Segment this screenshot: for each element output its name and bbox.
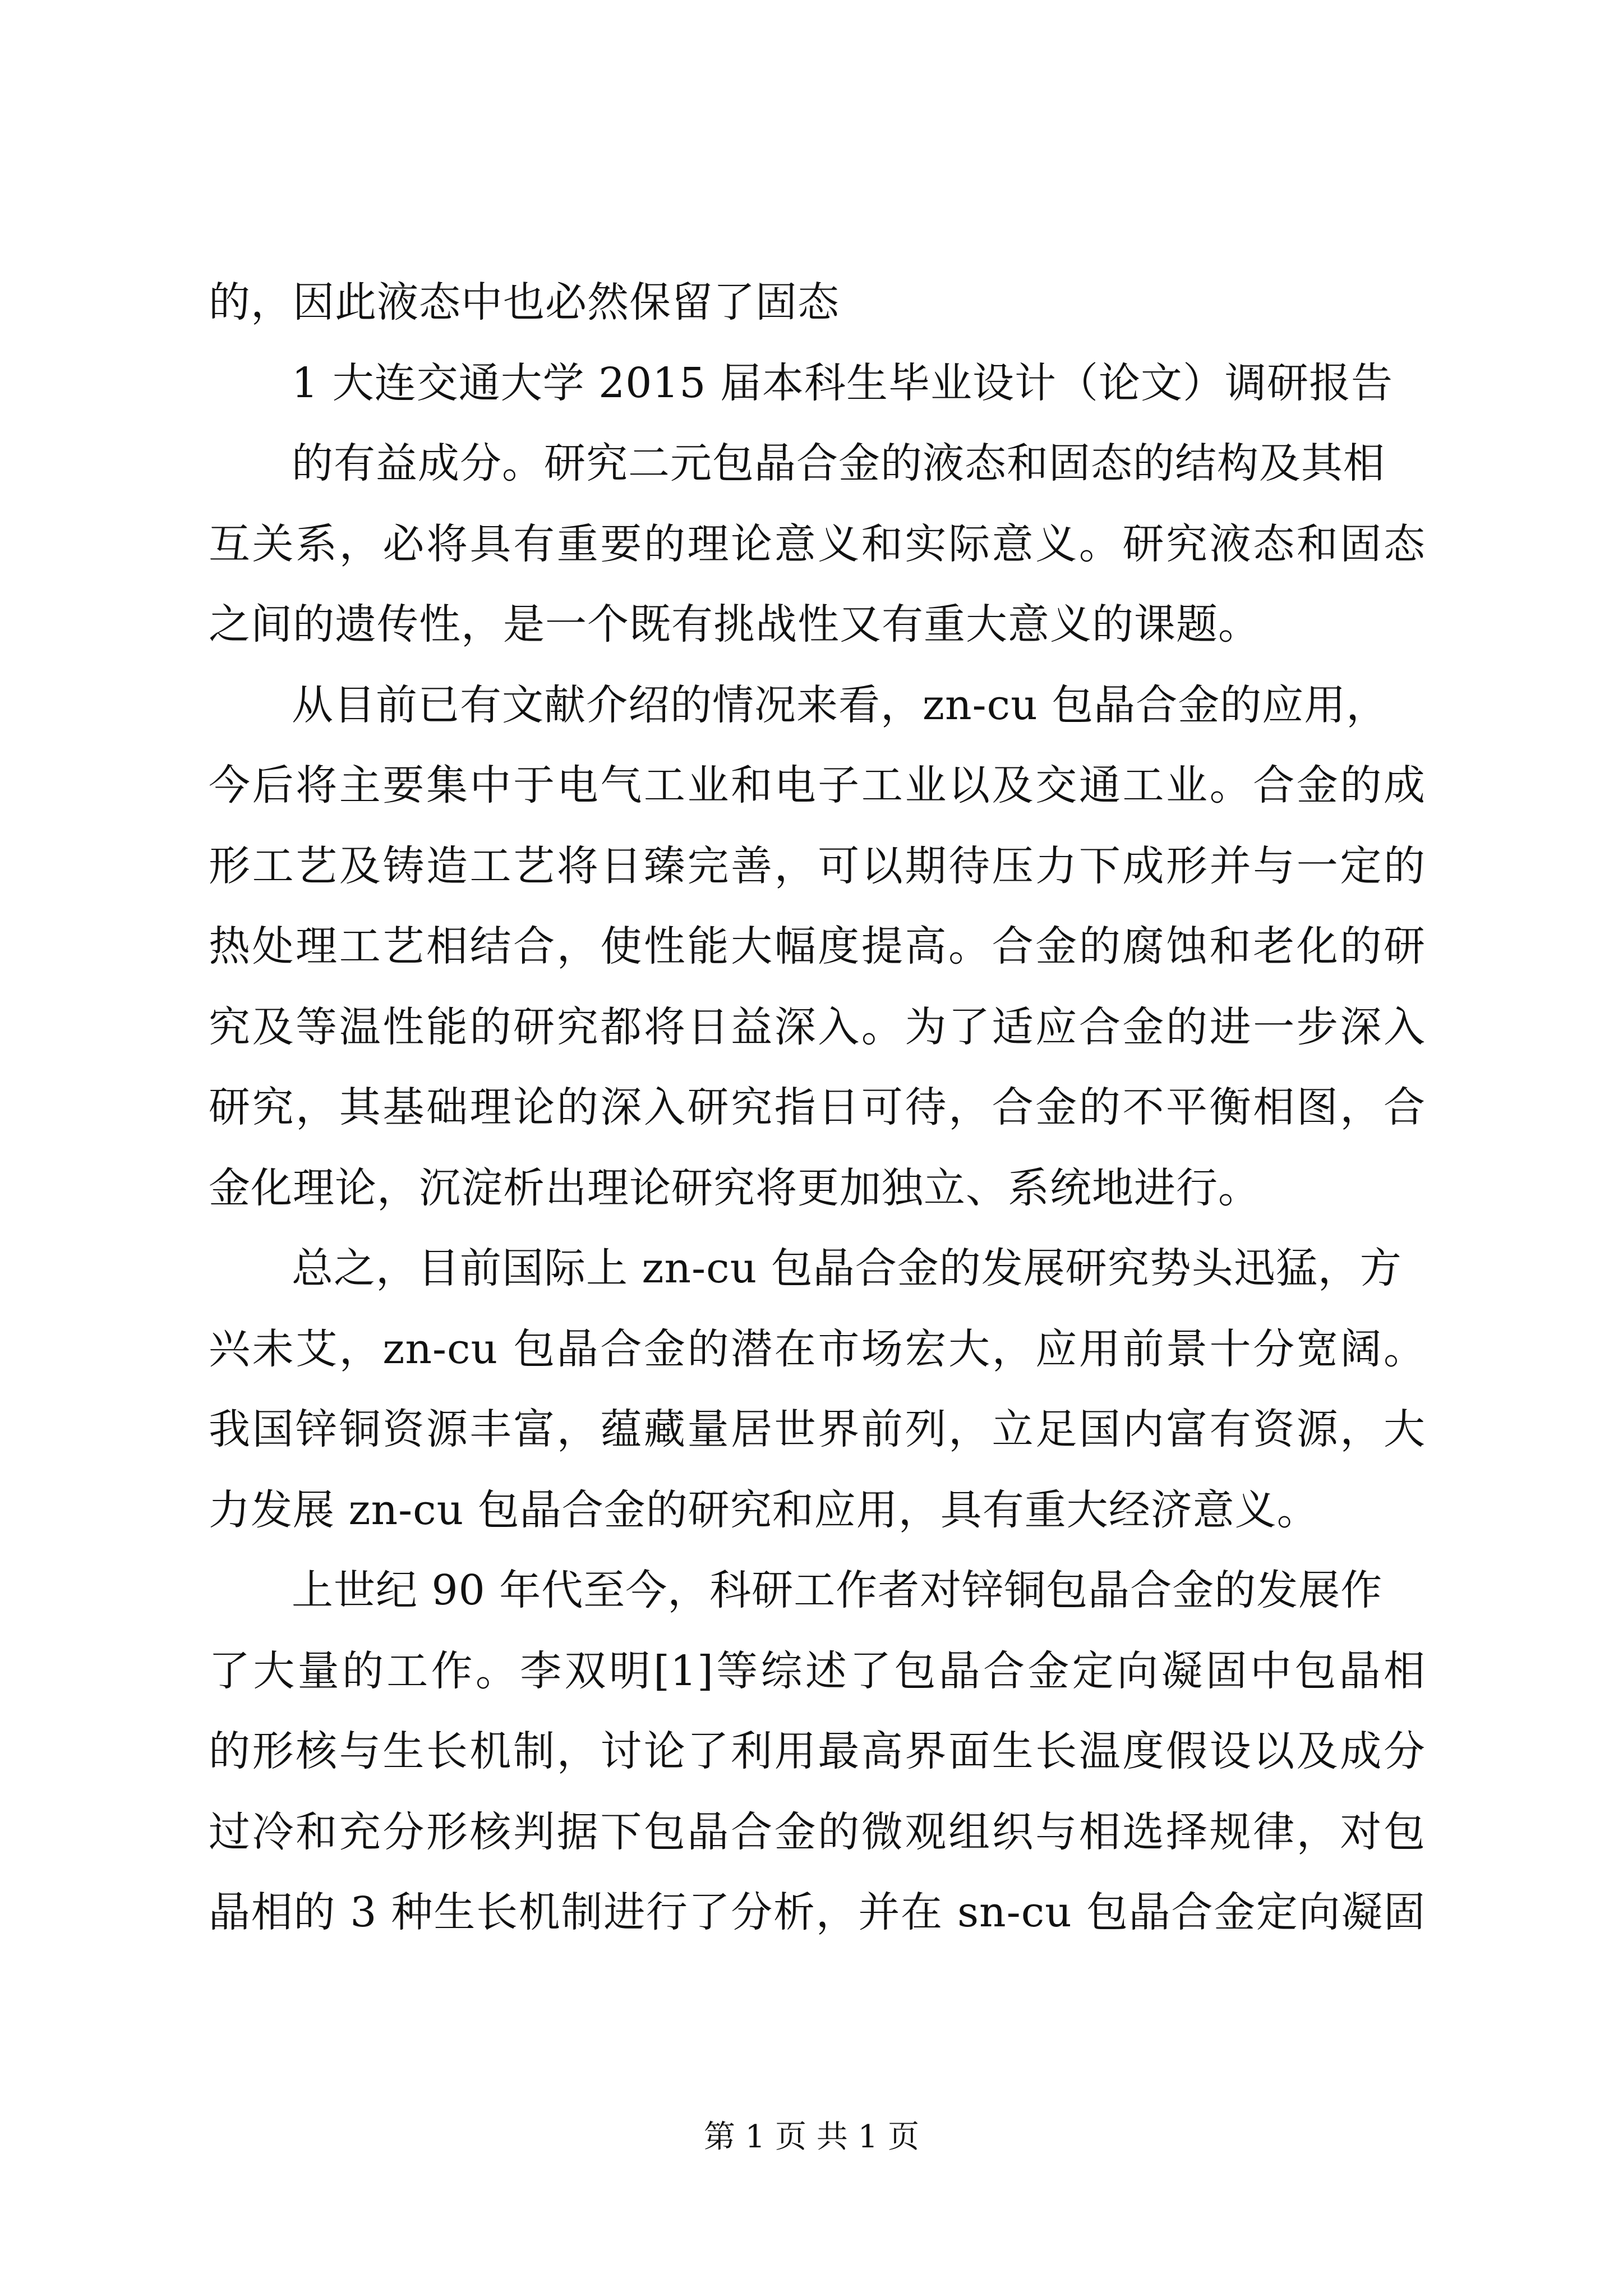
text-line-17: 上世纪 90 年代至今，科研工作者对锌铜包晶合金的发展作 <box>292 1566 1383 1614</box>
text-line-12: 金化理论，沉淀析出理论研究将更加独立、系统地进行。 <box>209 1163 1260 1212</box>
page-footer: 第 1 页 共 1 页 <box>703 2119 920 2155</box>
text-line-18: 了大量的工作。李双明[1]等综述了包晶合金定向凝固中包晶相 <box>209 1646 1426 1695</box>
text-line-20: 过冷和充分形核判据下包晶合金的微观组织与相选择规律，对包 <box>209 1807 1426 1856</box>
document-body <box>209 263 1426 1953</box>
text-line-9: 热处理工艺相结合，使性能大幅度提高。合金的腐蚀和老化的研 <box>209 922 1426 970</box>
text-line-3: 的有益成分。研究二元包晶合金的液态和固态的结构及其相 <box>292 439 1385 487</box>
text-line-10: 究及等温性能的研究都将日益深入。为了适应合金的进一步深入 <box>209 1002 1426 1051</box>
text-line-8: 形工艺及铸造工艺将日臻完善，可以期待压力下成形并与一定的 <box>209 841 1426 890</box>
text-line-19: 的形核与生长机制，讨论了利用最高界面生长温度假设以及成分 <box>209 1727 1426 1775</box>
text-line-14: 兴未艾，zn-cu 包晶合金的潜在市场宏大，应用前景十分宽阔。 <box>209 1324 1426 1373</box>
text-line-1: 的，因此液态中也必然保留了固态 <box>209 278 840 326</box>
text-line-16: 力发展 zn-cu 包晶合金的研究和应用，具有重大经济意义。 <box>209 1485 1319 1534</box>
text-line-7: 今后将主要集中于电气工业和电子工业以及交通工业。合金的成 <box>209 761 1426 809</box>
text-line-4: 互关系，必将具有重要的理论意义和实际意义。研究液态和固态 <box>209 519 1426 568</box>
text-line-6: 从目前已有文献介绍的情况来看，zn-cu 包晶合金的应用， <box>292 680 1389 729</box>
text-line-15: 我国锌铜资源丰富，蕴藏量居世界前列，立足国内富有资源，大 <box>209 1405 1426 1453</box>
text-line-5: 之间的遗传性，是一个既有挑战性又有重大意义的课题。 <box>209 600 1260 648</box>
text-line-2: 1 大连交通大学 2015 届本科生毕业设计（论文）调研报告 <box>292 358 1393 407</box>
text-line-13: 总之，目前国际上 zn-cu 包晶合金的发展研究势头迅猛，方 <box>292 1244 1402 1292</box>
text-line-21: 晶相的 3 种生长机制进行了分析，并在 sn-cu 包晶合金定向凝固 <box>209 1888 1426 1936</box>
text-line-11: 研究，其基础理论的深入研究指日可待，合金的不平衡相图，合 <box>209 1083 1426 1131</box>
